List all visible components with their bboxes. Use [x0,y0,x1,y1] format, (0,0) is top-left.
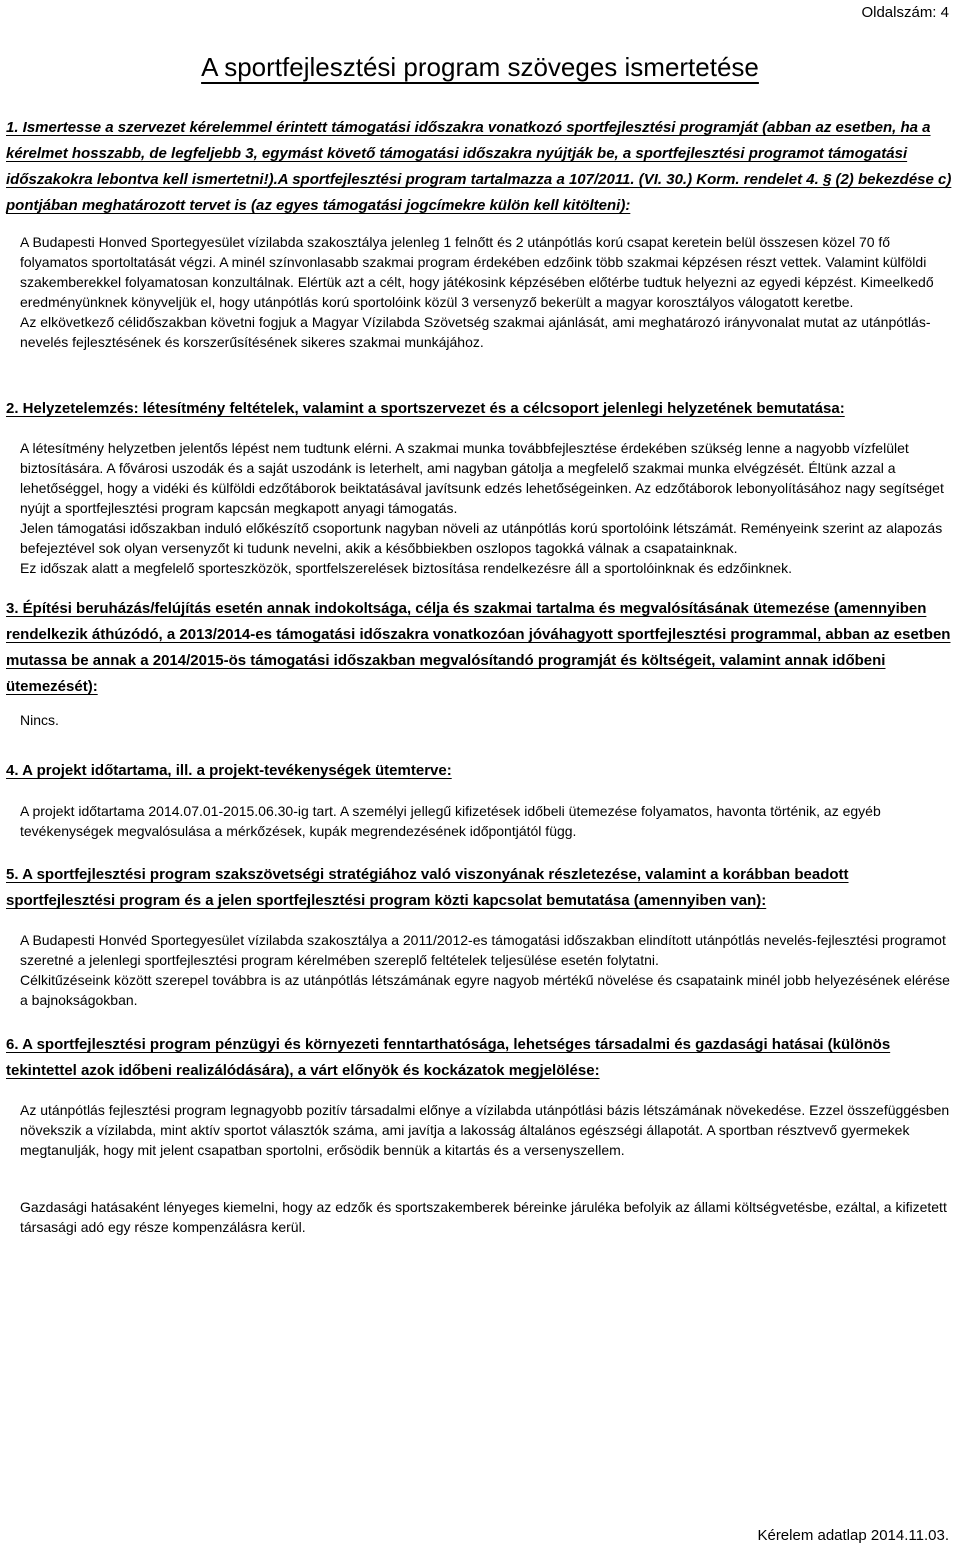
section-6-text-2: Gazdasági hatásaként lényeges kiemelni, hogy az edzők és sportszakemberek béreinke járuléka befolyik az állami költségvetésbe, ezáltal, a kifizetett társasági adó egy része kompenzálásra kerül. [20,1199,947,1235]
section-3-heading: 3. Építési beruházás/felújítás esetén annak indokoltsága, célja és szakmai tartalma és megvalósításának ütemezése (amennyiben rendelkezik áthúzódó, a 2013/2014-es támogatási időszakra vonatkozóan jóváhagyott sportfejlesztési programmal, abban az esetben mutassa be annak a 2014/2015-ös támogatási időszakban megvalósítandó programját és költségeit, valamint annak időbeni ütemezését): [6,600,951,695]
section-2-text: A létesítmény helyzetben jelentős lépést nem tudtunk elérni. A szakmai munka továbbfejlesztése érdekében szükség lenne a nagyobb vízfelület biztosítására. A fővárosi uszodák és a saját uszodánk is leterhelt, ami nagyban gátolja a megfelelő szakmai munka elvégzését. Éltünk azzal a lehetőséggel, hogy a vidéki és külföldi edzőtáborok beiktatásával javítsunk edzés lehetőségeinken. Az edzőtáborok lebonyolításához nagy segítséget nyújt a sportfejlesztési program kapcsán megkapott anyagi támogatás. Jelen támogatási időszakban induló előkészítő csoportunk nagyban növeli az utánpótlás korú sportolóink létszámát. Reményeink szerint az alapozás befejeztével sok olyan versenyzőt ki tudunk nevelni, akik a későbbiekben oszlopos tagokká válnak a csapatainknak. Ez időszak alatt a megfelelő sporteszközök, sportfelszerelések biztosítása rendelkezésre áll a sportolóinknak és edzőinknek. [20,440,944,576]
page-title-text: A sportfejlesztési program szöveges ismertetése [201,52,759,82]
section-1-text: A Budapesti Honved Sportegyesület vízilabda szakosztálya jelenleg 1 felnőtt és 2 utánpótlás korú csapat keretein belül összesen közel 70 fő folyamatos sportoltatását végzi. A minél színvonlasabb szakmai program érdekében edzőink több szakmai képzésen részt vettek. Valamint külföldi szakemberekkel folyamatosan konzultálnak. Elértük azt a célt, hogy játékosink képzésében előtérbe tudtuk helyezni az egyedi képzést. Kimeelkedő eredményünknek könyveljük el, hogy utánpótlás korú sportolóink közül 3 versenyző bekerült a magyar korosztályos válogatott keretbe. Az elkövetkező célidőszakban követni fogjuk a Magyar Vízilabda Szövetség szakmai ajánlását, ami meghatározó irányvonalat mutat az utánpótlás-nevelés fejlesztésének és korszerűsítésének sikeres szakmai munkájához. [20,234,934,350]
section-4-heading: 4. A projekt időtartama, ill. a projekt-tevékenységek ütemterve: [6,762,452,779]
section-6-heading: 6. A sportfejlesztési program pénzügyi és környezeti fenntarthatósága, lehetséges társadalmi és gazdasági hatásai (különös tekintettel azok időbeni realizálódására), a várt előnyök és kockázatok megjelölése: [6,1036,891,1079]
section-4-text: A projekt időtartama 2014.07.01-2015.06.30-ig tart. A személyi jellegű kifizetések időbeli ütemezése folyamatos, havonta történik, az egyéb tevékenységek megvalósulása a mérkőzések, kupák megrendezésének időpontjától függ. [20,803,881,839]
section-6-text-1: Az utánpótlás fejlesztési program legnagyobb pozitív társadalmi előnye a vízilabda utánpótlási bázis létszámának növekedése. Ezzel összefüggésben növekszik a vízilabda, mint aktív sportot választók száma, ami javítja a lakosság általános egészségi állapotát. A sportban résztvevő gyermekek megtanulják, hogy mit jelent csapatban sportolni, erősödik bennük a kitartás és a versenyszellem. [20,1102,950,1158]
section-5-heading: 5. A sportfejlesztési program szakszövetségi stratégiához való viszonyának részletezése, valamint a korábban beadott sportfejlesztési program és a jelen sportfejlesztési program közti kapcsolat bemutatása (amennyiben van): [6,866,849,909]
footer-date: Kérelem adatlap 2014.11.03. [757,1527,949,1544]
section-1-heading: 1. Ismertesse a szervezet kérelemmel érintett támogatási időszakra vonatkozó sportfejlesztési programját (abban az esetben, ha a kérelmet hosszabb, de legfeljebb 3, egymást követő támogatási időszakra nyújtják be, a sportfejlesztési programot támogatási időszakokra lebontva kell ismertetni!).A sportfejlesztési program tartalmazza a 107/2011. (VI. 30.) Korm. rendelet 4. § (2) bekezdése c) pontjában meghatározott tervet is (az egyes támogatási jogcímekre külön kell kitölteni): [6,119,952,214]
page-number: Oldalszám: 4 [861,4,949,21]
section-5-text: A Budapesti Honvéd Sportegyesület vízilabda szakosztálya a 2011/2012-es támogatási időszakban elindított utánpótlás nevelés-fejlesztési programot szeretné a jelenlegi sportfejlesztési program kérelmében szereplő feltételek teljesülése esetén folytatni. Célkitűzéseink között szerepel továbbra is az utánpótlás létszámának egyre nagyob mértékű növelése és csapataink minél jobb helyezésének elérése a bajnokságokban. [20,932,950,1008]
page-title [0,52,960,83]
section-3-text: Nincs. [20,712,59,728]
section-2-heading: 2. Helyzetelemzés: létesítmény feltételek, valamint a sportszervezet és a célcsoport jelenlegi helyzetének bemutatása: [6,400,845,417]
